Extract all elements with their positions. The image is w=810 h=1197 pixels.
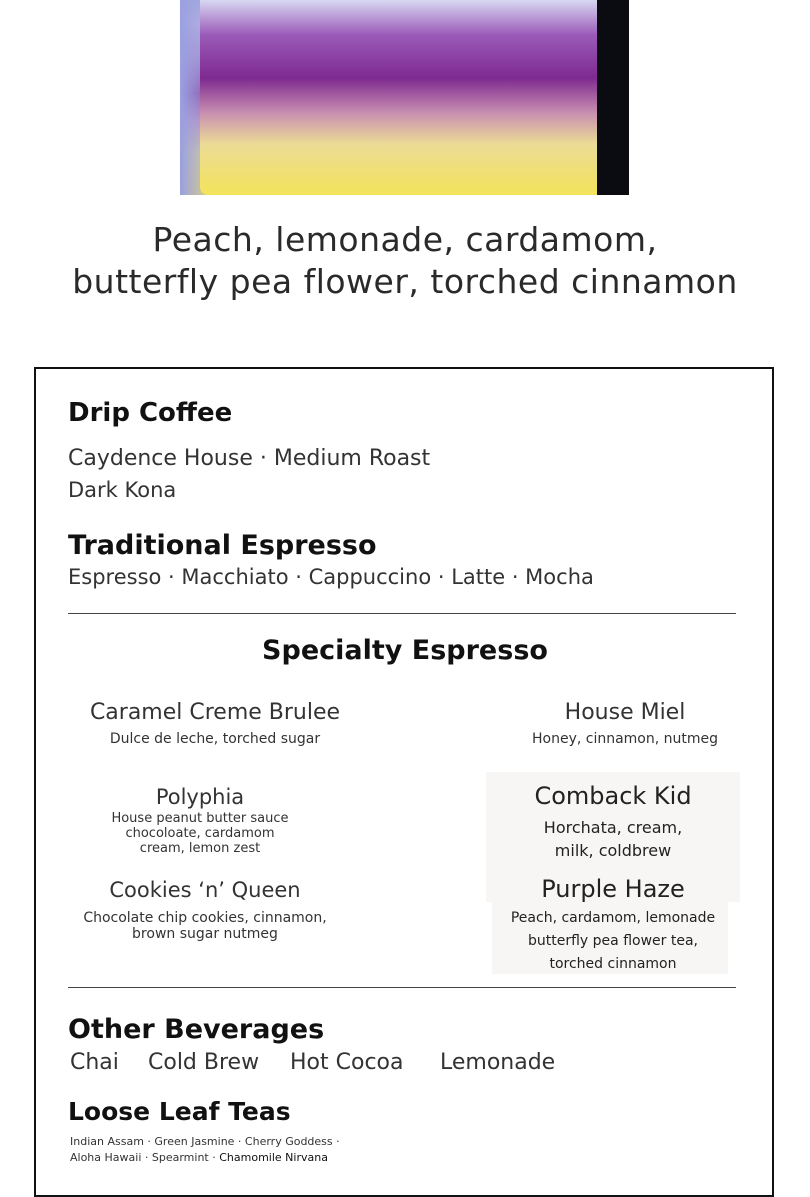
drip-coffee-line-1: Caydence House · Medium Roast [68, 446, 431, 471]
teas-line-2-part-1: Aloha Hawaii · Spearmint · [70, 1151, 220, 1164]
drip-coffee-title: Drip Coffee [68, 398, 233, 428]
drip-coffee-line-2: Dark Kona [68, 478, 177, 502]
comback-kid-name: Comback Kid [534, 782, 692, 810]
beverage-lemonade: Lemonade [440, 1050, 556, 1075]
divider [68, 613, 736, 614]
polyphia-name: Polyphia [155, 785, 245, 809]
traditional-espresso-items: Espresso · Macchiato · Cappuccino · Latte · Mocha [68, 565, 594, 589]
traditional-espresso-title: Traditional Espresso [68, 530, 377, 561]
polyphia-desc-3: cream, lemon zest [139, 841, 261, 856]
beverage-cold-brew: Cold Brew [148, 1050, 260, 1075]
other-beverages-title: Other Beverages [68, 1014, 325, 1045]
purple-haze-desc-3: torched cinnamon [549, 956, 677, 972]
drink-cup [200, 0, 599, 195]
caption-line-2: butterfly pea flower, torched cinnamon [72, 262, 738, 301]
comback-kid-desc-1: Horchata, cream, [543, 818, 683, 837]
chamomile-nirvana: Chamomile Nirvana [219, 1151, 328, 1164]
teas-line-1: Indian Assam · Green Jasmine · Cherry Goddess · [70, 1135, 340, 1148]
teas-line-2 [70, 1151, 328, 1164]
cookies-n-queen-name: Cookies ‘n’ Queen [109, 878, 301, 902]
caramel-creme-brulee-desc: Dulce de leche, torched sugar [109, 731, 321, 747]
beverage-hot-cocoa: Hot Cocoa [290, 1050, 404, 1075]
polyphia-desc-2: chocoloate, cardamom [125, 826, 275, 841]
beverage-chai: Chai [70, 1050, 119, 1075]
caramel-creme-brulee-name: Caramel Creme Brulee [89, 700, 341, 725]
house-miel-desc: Honey, cinnamon, nutmeg [531, 731, 719, 747]
drink-photo [180, 0, 629, 195]
loose-leaf-teas-title: Loose Leaf Teas [68, 1097, 291, 1126]
purple-haze-name: Purple Haze [541, 875, 685, 903]
cookies-n-queen-desc-2: brown sugar nutmeg [132, 926, 278, 942]
purple-haze-desc-2: butterfly pea flower tea, [528, 933, 698, 949]
comback-kid-desc-2: milk, coldbrew [554, 841, 672, 860]
purple-haze-desc-1: Peach, cardamom, lemonade [510, 910, 716, 926]
house-miel-name: House Miel [564, 700, 686, 725]
photo-dark-background [597, 0, 629, 195]
cookies-n-queen-desc-1: Chocolate chip cookies, cinnamon, [83, 910, 327, 926]
caption-line-1: Peach, lemonade, cardamom, [152, 220, 658, 259]
polyphia-desc-1: House peanut butter sauce [111, 811, 289, 826]
specialty-espresso-title: Specialty Espresso [262, 635, 548, 666]
divider [68, 987, 736, 988]
